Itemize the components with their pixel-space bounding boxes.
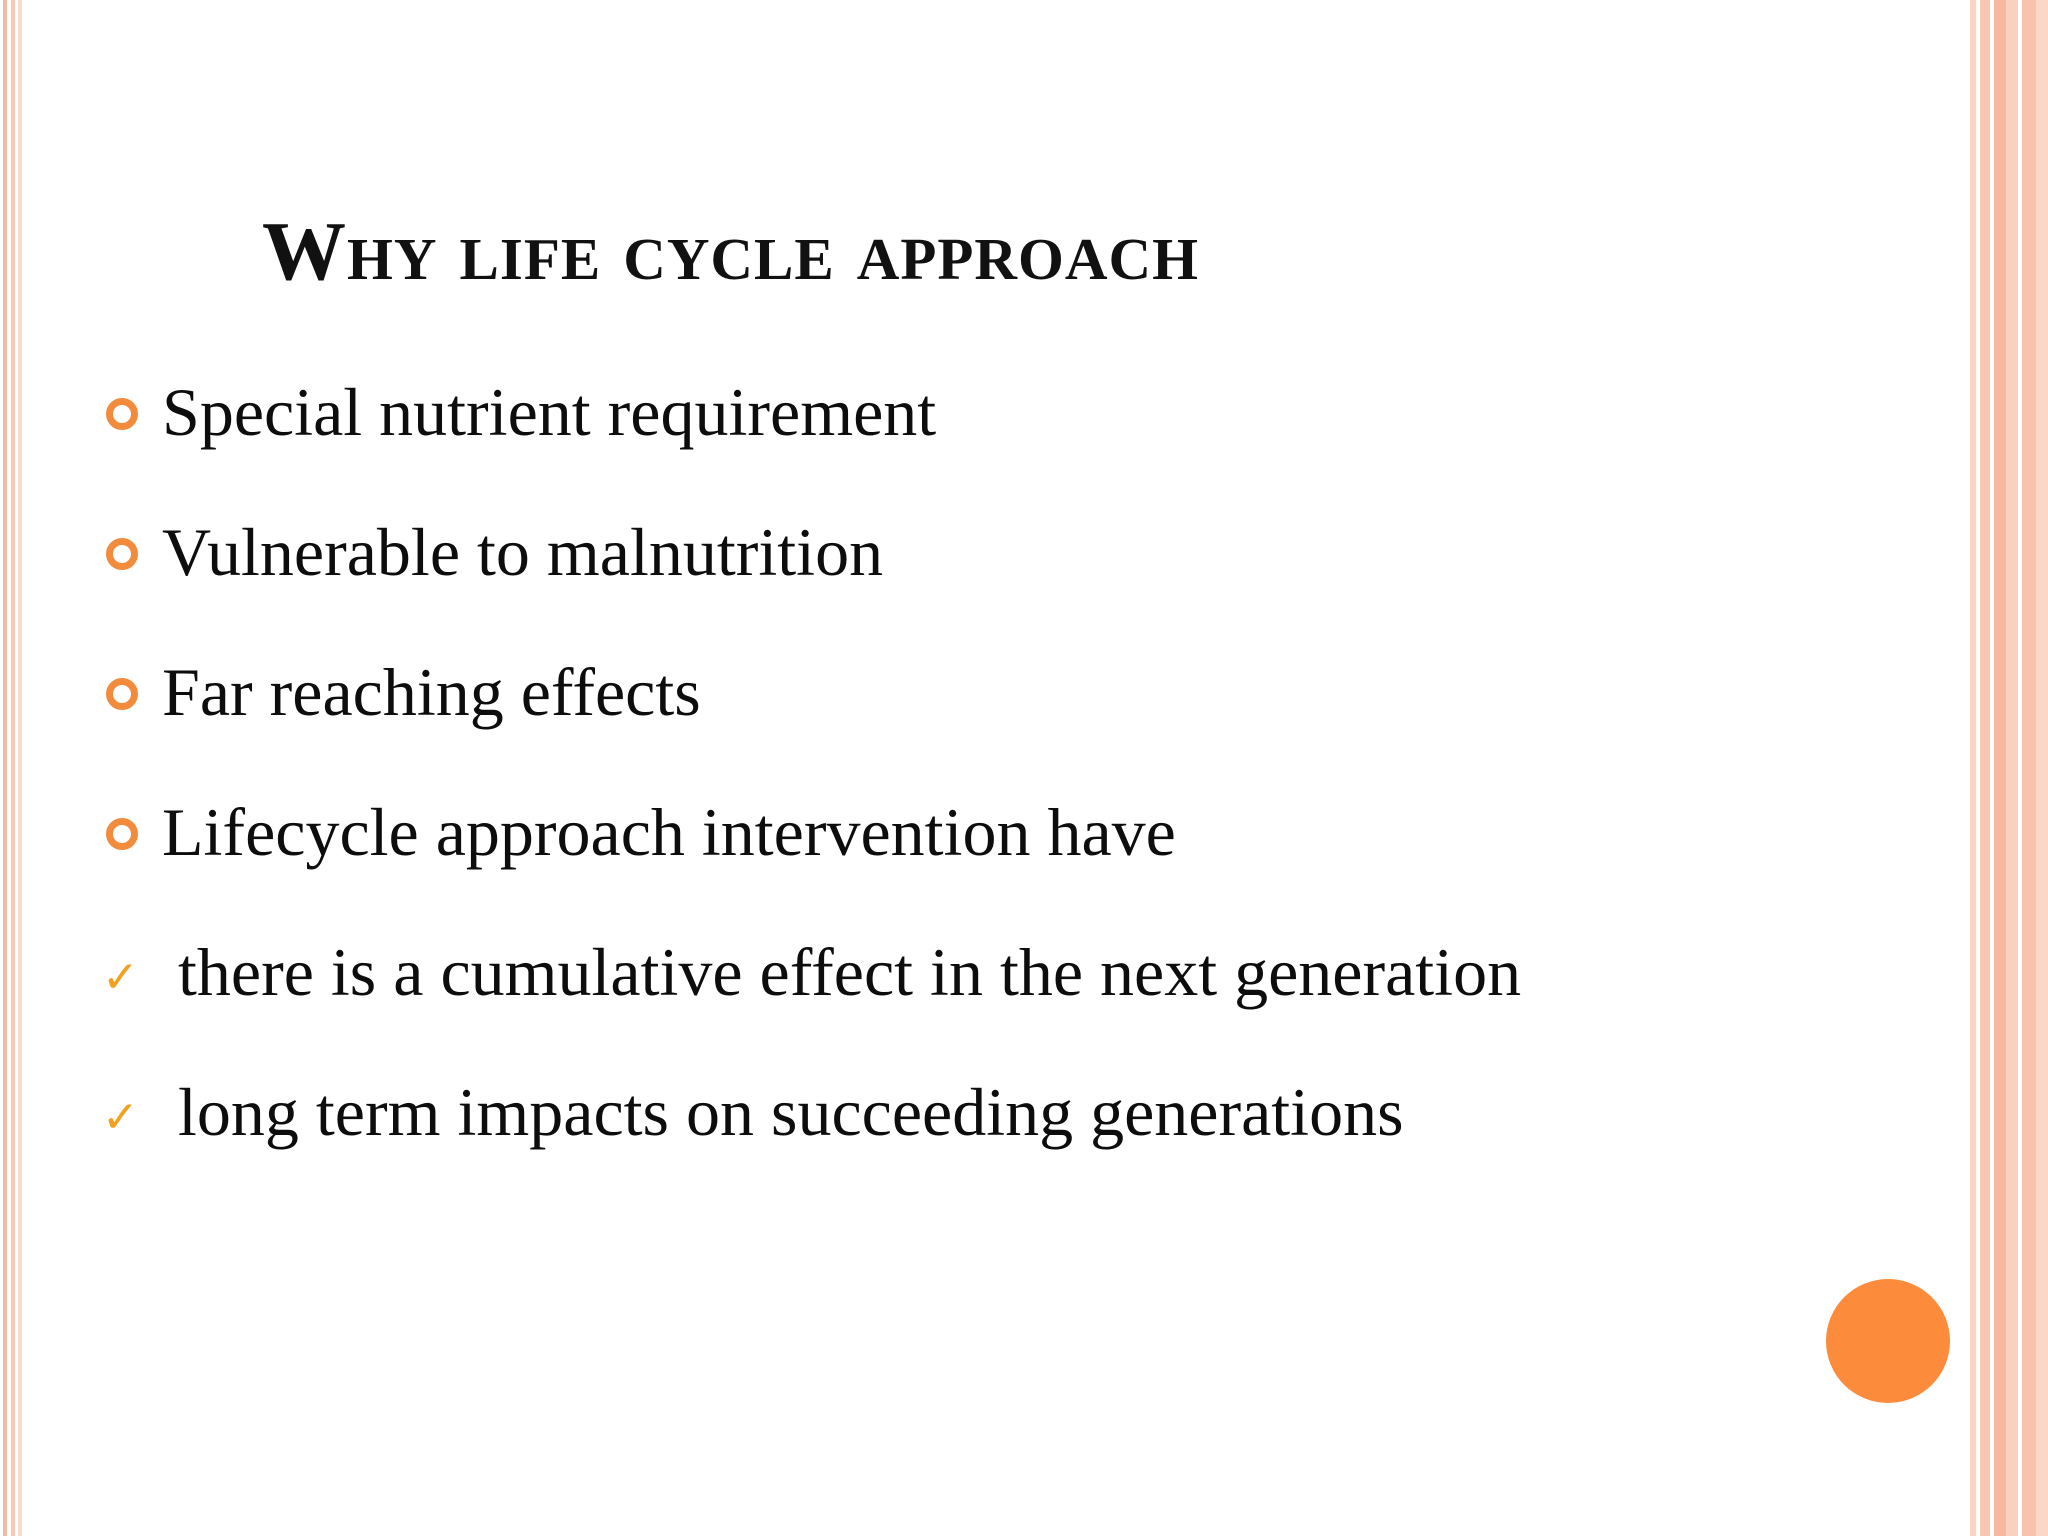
circle-bullet-icon <box>106 678 138 710</box>
right-decorative-border <box>1966 0 2048 1536</box>
left-decorative-border <box>0 0 26 1536</box>
circle-bullet-icon <box>106 538 138 570</box>
bullet-text: long term impacts on succeeding generations <box>178 1074 1404 1150</box>
slide-title: Why life cycle approach <box>262 205 1200 298</box>
circle-bullet-icon <box>106 818 138 850</box>
checkmark-icon: ✓ <box>102 952 139 1003</box>
checkmark-icon: ✓ <box>102 1092 139 1143</box>
orange-circle-decoration <box>1826 1279 1950 1403</box>
bullet-text: Lifecycle approach intervention have <box>162 794 1176 870</box>
circle-bullet-icon <box>106 398 138 430</box>
bullet-text: Far reaching effects <box>162 654 701 730</box>
bullet-text: Special nutrient requirement <box>162 374 937 450</box>
bullet-text: Vulnerable to malnutrition <box>162 514 884 590</box>
bullet-text: there is a cumulative effect in the next generation <box>178 934 1522 1010</box>
